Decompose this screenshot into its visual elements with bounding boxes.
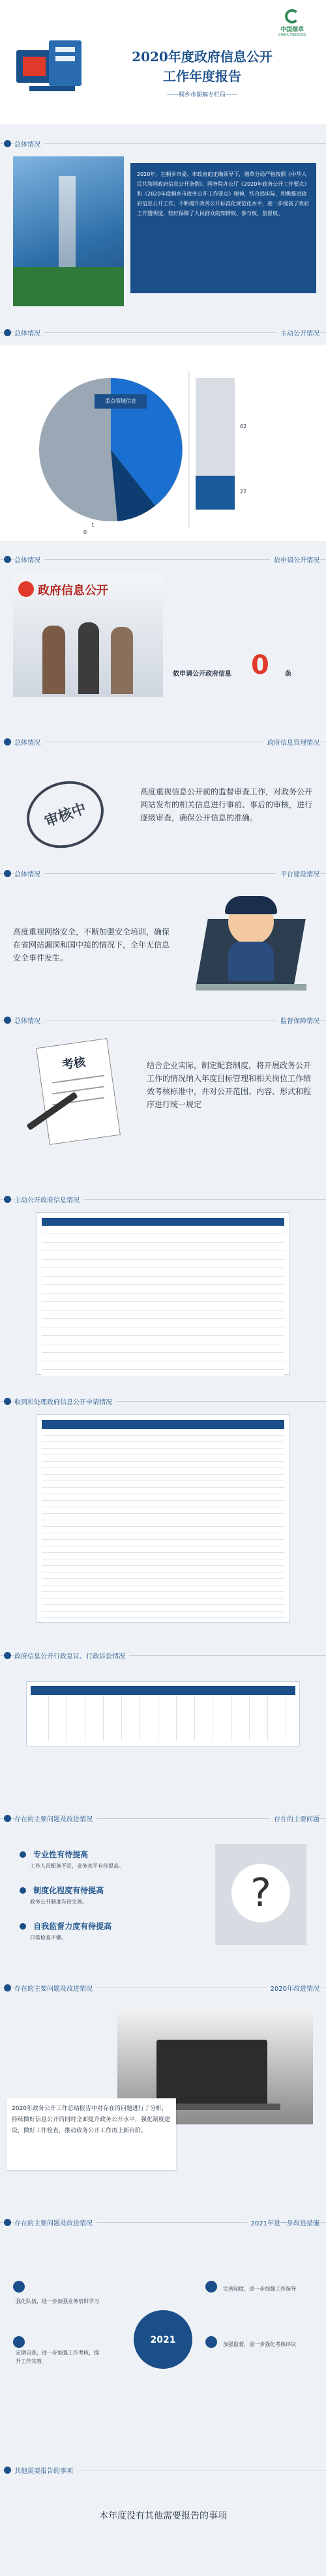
section-subtitle-3: 依申请公开情况 (270, 555, 319, 564)
banner-emblem (18, 581, 34, 597)
measure-item-2 (205, 2281, 316, 2293)
section-subtitle-2: 主动公开情况 (276, 328, 319, 338)
review-table-section (0, 1681, 326, 1773)
supervision-section (0, 1036, 326, 1166)
banner-text: 政府信息公开 (38, 584, 108, 598)
problem-title-2: 制度化程度有待提高 (33, 1886, 104, 1895)
section-title-3: 总体情况 (14, 555, 44, 564)
proactive-table-section (0, 1212, 326, 1382)
section-header-8 (0, 1395, 326, 1409)
measure-text-3: 定期自查，进一步加强工作考核，提升工作实效 (16, 2350, 99, 2364)
application-unit: 条 (285, 671, 291, 678)
overview-text: 2020年，在桐乡市委、市政府的正确领导下，烟草分局严格按照《中华人民共和国政府信息公开条例》、国务院办公厅《2020年政务公开工作要点》和《2020年度桐乡市政务公开工作要点》精神，结合局实际，积极推进政府信息公开工作，不断提升政务公开标准化规范化水平，进一步提高了政府工作透明度，较好保障了人民群众的知情权、参与权、监督权。 (137, 171, 310, 216)
section-subtitle-6: 监督保障情况 (276, 1015, 319, 1025)
logo-subtext: CHINA TOBACCO (278, 33, 306, 37)
measure-item-1 (13, 2281, 117, 2306)
title-line-1: 2020年度政府信息公开 (132, 49, 273, 65)
problem-desc-2: 政务公开制度有待完善。 (30, 1899, 87, 1905)
section-header-2 (0, 326, 326, 340)
application-section (0, 573, 326, 704)
exam-paper-illustration (23, 1043, 127, 1153)
pie-label-1: 1 (91, 523, 95, 528)
bar-label-bottom: 22 (240, 489, 247, 495)
section-header-5 (0, 867, 326, 881)
logo-icon (285, 9, 299, 23)
stamp-icon (18, 770, 113, 858)
management-section (0, 762, 326, 867)
application-table (36, 1414, 290, 1623)
section-header-4 (0, 735, 326, 749)
question-mark-icon: ? (215, 1844, 306, 1945)
review-table (26, 1681, 300, 1746)
measure-text-1: 强化队伍，进一步加强业务培训学习 (16, 2298, 99, 2304)
other-text: 本年度没有其他需要报告的事项 (99, 2511, 227, 2521)
section-header-6 (0, 1013, 326, 1028)
measure-center (134, 2310, 192, 2369)
problem-item-2 (20, 1883, 183, 1905)
check-icon (20, 1887, 26, 1894)
section-subtitle-11: 2020年改进情况 (267, 1983, 319, 1993)
section-header-1 (0, 137, 326, 151)
section-subtitle-5: 平台建设情况 (276, 869, 319, 878)
problems-section (0, 1838, 326, 1955)
problem-item-1 (20, 1847, 183, 1870)
other-section (0, 2509, 326, 2561)
measure-year: 2021 (150, 2335, 176, 2345)
section-title-2: 总体情况 (14, 328, 44, 338)
section-title-1: 总体情况 (14, 139, 44, 149)
platform-section (0, 886, 326, 1004)
section-title-8: 收到和处理政府信息公开申请情况 (14, 1397, 116, 1406)
report-header (0, 0, 326, 124)
measure-text-2: 完善制度，进一步加强工作指导 (223, 2286, 297, 2292)
section-subtitle-10: 存在的主要问题 (270, 1814, 319, 1823)
section-header-9 (0, 1649, 326, 1663)
pie-chart (0, 345, 326, 541)
section-title-6: 总体情况 (14, 1015, 44, 1025)
section-header-13 (0, 2463, 326, 2478)
stamp-text: 审核中 (42, 800, 89, 831)
measure-dot-icon (13, 2281, 25, 2293)
problem-title-3: 自我监督力度有待提高 (33, 1922, 112, 1931)
section-title-4: 总体情况 (14, 737, 44, 747)
section-title-7: 主动公开政府信息情况 (14, 1194, 83, 1204)
measure-dot-icon (205, 2281, 217, 2293)
section-title-12: 存在的主要问题及改进情况 (14, 2218, 96, 2227)
platform-text: 高度重视网络安全，不断加强安全培训，确保在省网站漏洞和国中接的情况下，全年无信息安全事件发生。 (13, 927, 170, 962)
supervision-text: 结合企业实际，制定配套制度，将开展政务公开工作的情况纳入年度目标管理和相关岗位工作绩效考核标准中，并对公开范围、内容、形式和程序进行统一规定 (147, 1061, 312, 1109)
bar-top (196, 378, 235, 476)
measure-item-4 (205, 2336, 316, 2349)
bar-bottom (196, 476, 235, 510)
improvement-card (7, 2098, 176, 2170)
police-laptop-illustration (189, 893, 313, 997)
banner-figure-2 (78, 622, 99, 694)
measure-text-4: 加强监督，进一步强化考核评议 (223, 2341, 297, 2347)
exam-title: 考核 (61, 1055, 87, 1073)
section-header-7 (0, 1193, 326, 1207)
proactive-table (36, 1212, 290, 1375)
bar-label-top: 62 (240, 424, 247, 429)
management-text: 高度重视信息公开前的监督审查工作，对政务公开网站发布的相关信息进行事前、事后的审核，进行逐级审查，确保公开信息的准确。 (140, 787, 313, 822)
banner-figure-1 (42, 626, 65, 694)
measure-dot-icon (13, 2336, 25, 2348)
measure-dot-icon (205, 2336, 217, 2348)
pie-callout: 重点领域信息 (105, 398, 136, 404)
section-header-12 (0, 2216, 326, 2230)
logo-text: 中国烟草 (280, 27, 304, 33)
logo (273, 9, 312, 37)
application-count: 0 (251, 650, 269, 680)
title-line-2: 工作年度报告 (163, 68, 241, 84)
section-header-3 (0, 553, 326, 567)
section-title-11: 存在的主要问题及改进情况 (14, 1983, 96, 1993)
problem-item-3 (20, 1919, 183, 1941)
measure-item-3 (13, 2336, 117, 2366)
section-title-5: 总体情况 (14, 869, 44, 878)
pie-label-0: 0 (83, 529, 87, 535)
banner-figure-3 (111, 627, 133, 694)
problem-desc-1: 工作人员配备不足，业务水平有待提高。 (30, 1863, 124, 1869)
section-title-10: 存在的主要问题及改进情况 (14, 1814, 96, 1823)
section-title-13: 其他需要报告的事项 (14, 2465, 77, 2475)
section-subtitle-12: 2021年进一步改进措施 (247, 2218, 319, 2227)
improvement-section (0, 2007, 326, 2134)
city-photo (13, 156, 124, 306)
improvement-text: 2020年政务公开工作总结报告中对存在的问题进行了分析，持续做好信息公开的同时全面提升政务公开水平，强化制度建设，做好工作检查，推动政务公开工作再上新台阶。 (12, 2106, 171, 2134)
overview-card (130, 163, 316, 293)
check-icon (20, 1851, 26, 1858)
gov-info-banner (13, 573, 163, 697)
title-subtitle: ——桐乡市图解专栏局—— (166, 92, 237, 98)
section-header-11 (0, 1981, 326, 1995)
pie-section (0, 345, 326, 541)
measures-section (0, 2242, 326, 2405)
section-subtitle-4: 政府信息管理情况 (263, 737, 319, 747)
check-icon (20, 1923, 26, 1930)
problem-title-1: 专业性有待提高 (33, 1850, 89, 1859)
page-title (95, 47, 310, 98)
section-title-9: 政府信息公开行政复议、行政诉讼情况 (14, 1651, 129, 1660)
application-table-section (0, 1414, 326, 1629)
overview-section (0, 156, 326, 313)
problem-desc-3: 日常检查不够。 (30, 1935, 67, 1941)
application-label: 依申请公开政府信息 (173, 671, 231, 678)
header-illustration (16, 40, 85, 98)
section-header-10 (0, 1812, 326, 1826)
